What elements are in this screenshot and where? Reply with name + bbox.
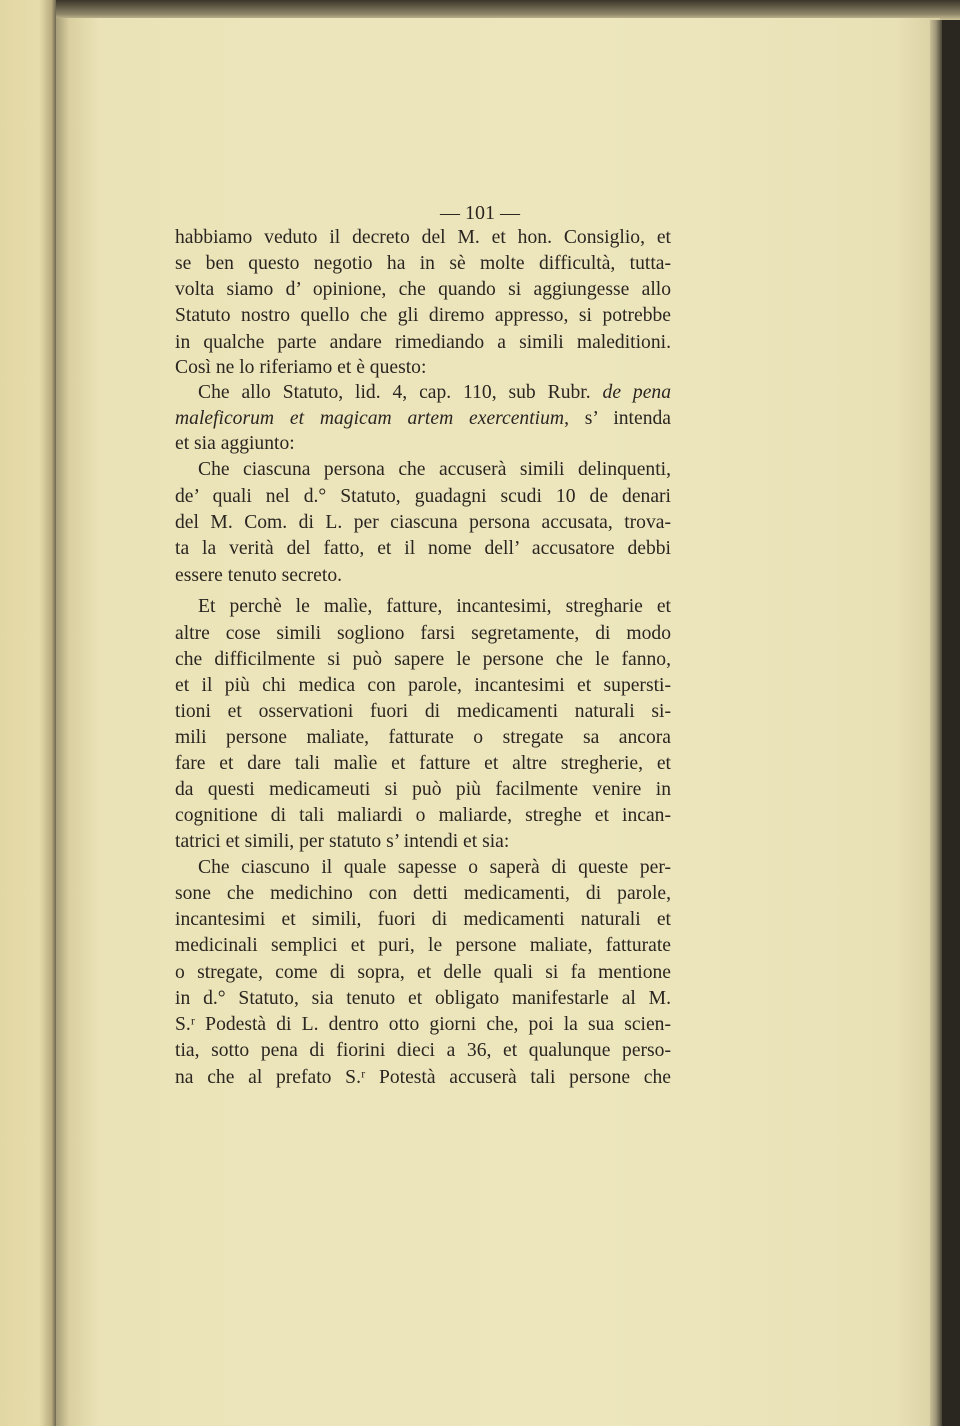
text-segment: da questi medicameuti si può più facilmente venire in xyxy=(175,779,671,800)
text-segment: sone che medichino con detti medicamenti, di parole, xyxy=(175,883,671,904)
text-segment: Che ciascuno il quale sapesse o saperà di queste per- xyxy=(198,857,671,878)
text-segment: altre cose simili sogliono farsi segretamente, di modo xyxy=(175,623,671,644)
text-line xyxy=(175,431,671,457)
text-segment: volta siamo d’ opinione, che quando si aggiungesse allo xyxy=(175,279,671,300)
text-line xyxy=(175,647,671,673)
facing-page-edge xyxy=(0,0,56,1426)
text-line xyxy=(175,1012,671,1038)
text-line xyxy=(198,594,671,620)
italic-text: de pena xyxy=(602,382,671,403)
text-line xyxy=(175,251,671,277)
text-line xyxy=(198,457,671,483)
text-line xyxy=(175,960,671,986)
text-segment: Statuto nostro quello che gli diremo appresso, si potrebbe xyxy=(175,305,671,326)
text-segment: Et perchè le malìe, fatture, incantesimi, stregharie et xyxy=(198,596,671,617)
text-line xyxy=(175,881,671,907)
text-segment: se ben questo negotio ha in sè molte difficultà, tutta- xyxy=(175,253,671,274)
text-line xyxy=(175,699,671,725)
page-top-edge xyxy=(56,0,960,20)
text-line xyxy=(175,225,671,251)
text-segment: tatrici et simili, per statuto s’ intendi et sia: xyxy=(175,831,510,852)
text-line xyxy=(175,406,671,432)
text-line xyxy=(175,277,671,303)
text-segment: et il più chi medica con parole, incantesimi et supersti- xyxy=(175,675,671,696)
text-line xyxy=(175,777,671,803)
text-line xyxy=(175,829,671,855)
text-line xyxy=(175,725,671,751)
text-line xyxy=(175,986,671,1012)
text-line xyxy=(175,536,671,562)
text-line xyxy=(175,330,671,356)
text-line xyxy=(175,621,671,647)
text-segment: fare et dare tali malìe et fatture et altre stregherie, et xyxy=(175,753,671,774)
text-segment: S.ʳ Podestà di L. dentro otto giorni che, poi la sua scien- xyxy=(175,1014,671,1035)
text-line xyxy=(175,1038,671,1064)
page-stack-edge xyxy=(930,20,942,1426)
text-segment: tioni et osservationi fuori di medicamenti naturali si- xyxy=(175,701,671,722)
text-line xyxy=(175,933,671,959)
text-segment: Che allo Statuto, lid. 4, cap. 110, sub Rubr. xyxy=(198,382,603,403)
text-segment: cognitione di tali maliardi o maliarde, streghe et incan- xyxy=(175,805,671,826)
text-segment: in qualche parte andare rimediando a simili maleditioni. xyxy=(175,332,671,353)
text-line xyxy=(175,303,671,329)
text-line xyxy=(175,355,671,381)
text-line xyxy=(175,510,671,536)
text-line xyxy=(198,855,671,881)
text-line xyxy=(175,1065,671,1091)
italic-text: maleficorum et magicam artem exercentium xyxy=(175,408,565,429)
text-segment: medicinali semplici et puri, le persone maliate, fatturate xyxy=(175,935,671,956)
text-line xyxy=(175,563,671,589)
text-segment: tia, sotto pena di fiorini dieci a 36, et qualunque perso- xyxy=(175,1040,671,1061)
text-line xyxy=(175,673,671,699)
text-segment: mili persone maliate, fatturate o stregate sa ancora xyxy=(175,727,671,748)
text-segment: del M. Com. di L. per ciascuna persona accusata, trova- xyxy=(175,512,671,533)
text-line xyxy=(198,380,671,406)
text-segment: et sia aggiunto: xyxy=(175,433,295,454)
text-line xyxy=(175,803,671,829)
text-segment: Che ciascuna persona che accuserà simili delinquenti, xyxy=(198,459,671,480)
text-segment: incantesimi et simili, fuori di medicamenti naturali et xyxy=(175,909,671,930)
text-segment: na che al prefato S.ʳ Potestà accuserà tali persone che xyxy=(175,1067,671,1088)
text-segment: Così ne lo riferiamo et è questo: xyxy=(175,357,427,378)
text-segment: essere tenuto secreto. xyxy=(175,565,343,586)
text-line xyxy=(175,907,671,933)
text-segment: in d.° Statuto, sia tenuto et obligato manifestarle al M. xyxy=(175,988,671,1009)
text-segment: , s’ intenda xyxy=(564,408,671,429)
text-segment: o stregate, come di sopra, et delle quali si fa mentione xyxy=(175,962,671,983)
text-segment: che difficilmente si può sapere le persone che le fanno, xyxy=(175,649,671,670)
text-segment: habbiamo veduto il decreto del M. et hon. Consiglio, et xyxy=(175,227,671,248)
text-line xyxy=(175,484,671,510)
text-segment: de’ quali nel d.° Statuto, guadagni scudi 10 de denari xyxy=(175,486,671,507)
text-segment: ta la verità del fatto, et il nome dell’ accusatore debbi xyxy=(175,538,671,559)
text-line xyxy=(175,751,671,777)
page-number: — 101 — xyxy=(440,202,520,224)
